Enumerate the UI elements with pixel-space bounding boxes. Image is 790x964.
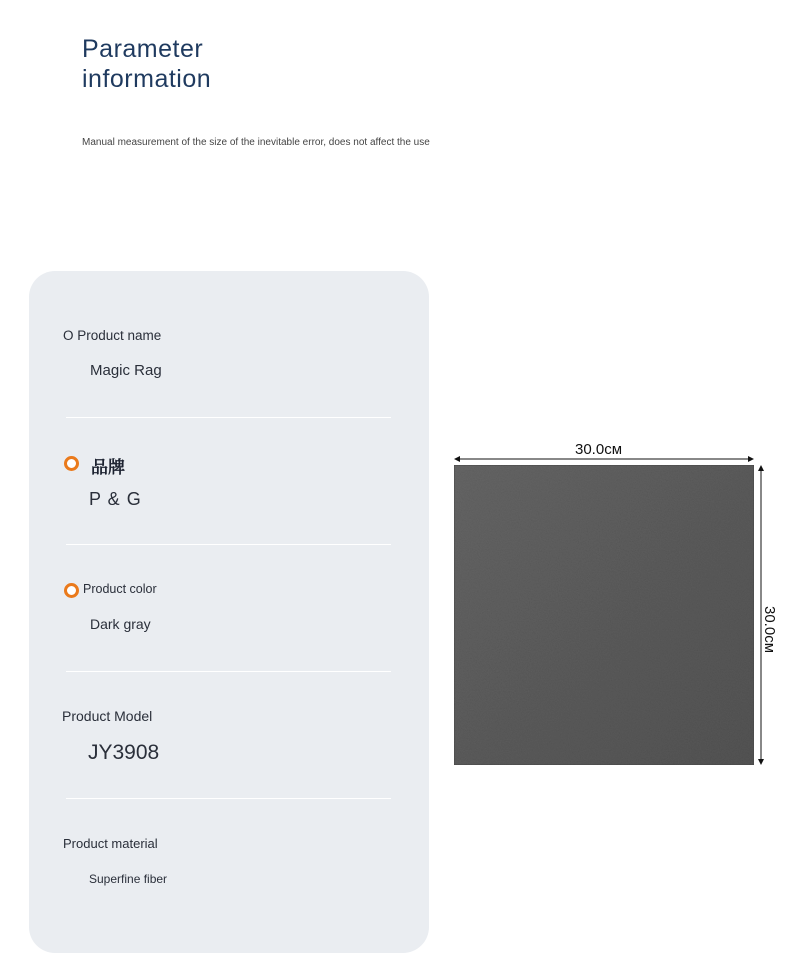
page-title bbox=[82, 34, 211, 94]
divider bbox=[66, 798, 391, 799]
bullet-icon bbox=[64, 583, 79, 598]
arrow-up-icon bbox=[758, 465, 764, 471]
arrow-right-icon bbox=[748, 456, 754, 462]
divider bbox=[66, 417, 391, 418]
width-dimension-label: 30.0см bbox=[575, 441, 623, 458]
product-model-label: Product Model bbox=[62, 708, 153, 724]
product-material-label: Product material bbox=[63, 836, 158, 851]
bullet-icon bbox=[64, 456, 79, 471]
cloth-swatch bbox=[454, 465, 754, 765]
divider bbox=[66, 671, 391, 672]
parameter-panel bbox=[29, 271, 429, 953]
product-material-value: Superfine fiber bbox=[89, 872, 168, 886]
product-color-label: Product color bbox=[83, 582, 157, 596]
page-title-line2: information bbox=[82, 65, 212, 93]
product-model-value: JY3908 bbox=[88, 741, 160, 764]
height-dimension-label: 30.0см bbox=[761, 606, 778, 654]
brand-value: P & G bbox=[89, 489, 142, 509]
product-image bbox=[445, 436, 785, 776]
product-color-value: Dark gray bbox=[90, 616, 151, 632]
cloth-illustration bbox=[445, 436, 785, 776]
divider bbox=[66, 544, 391, 545]
measurement-note: Manual measurement of the size of the inevitable error, does not affect the use bbox=[82, 137, 430, 148]
arrow-left-icon bbox=[454, 456, 460, 462]
brand-label: 品牌 bbox=[91, 458, 125, 477]
product-name-label: O Product name bbox=[63, 328, 162, 343]
arrow-down-icon bbox=[758, 759, 764, 765]
product-name-value: Magic Rag bbox=[90, 362, 162, 379]
page-title-line1: Parameter bbox=[82, 35, 204, 63]
